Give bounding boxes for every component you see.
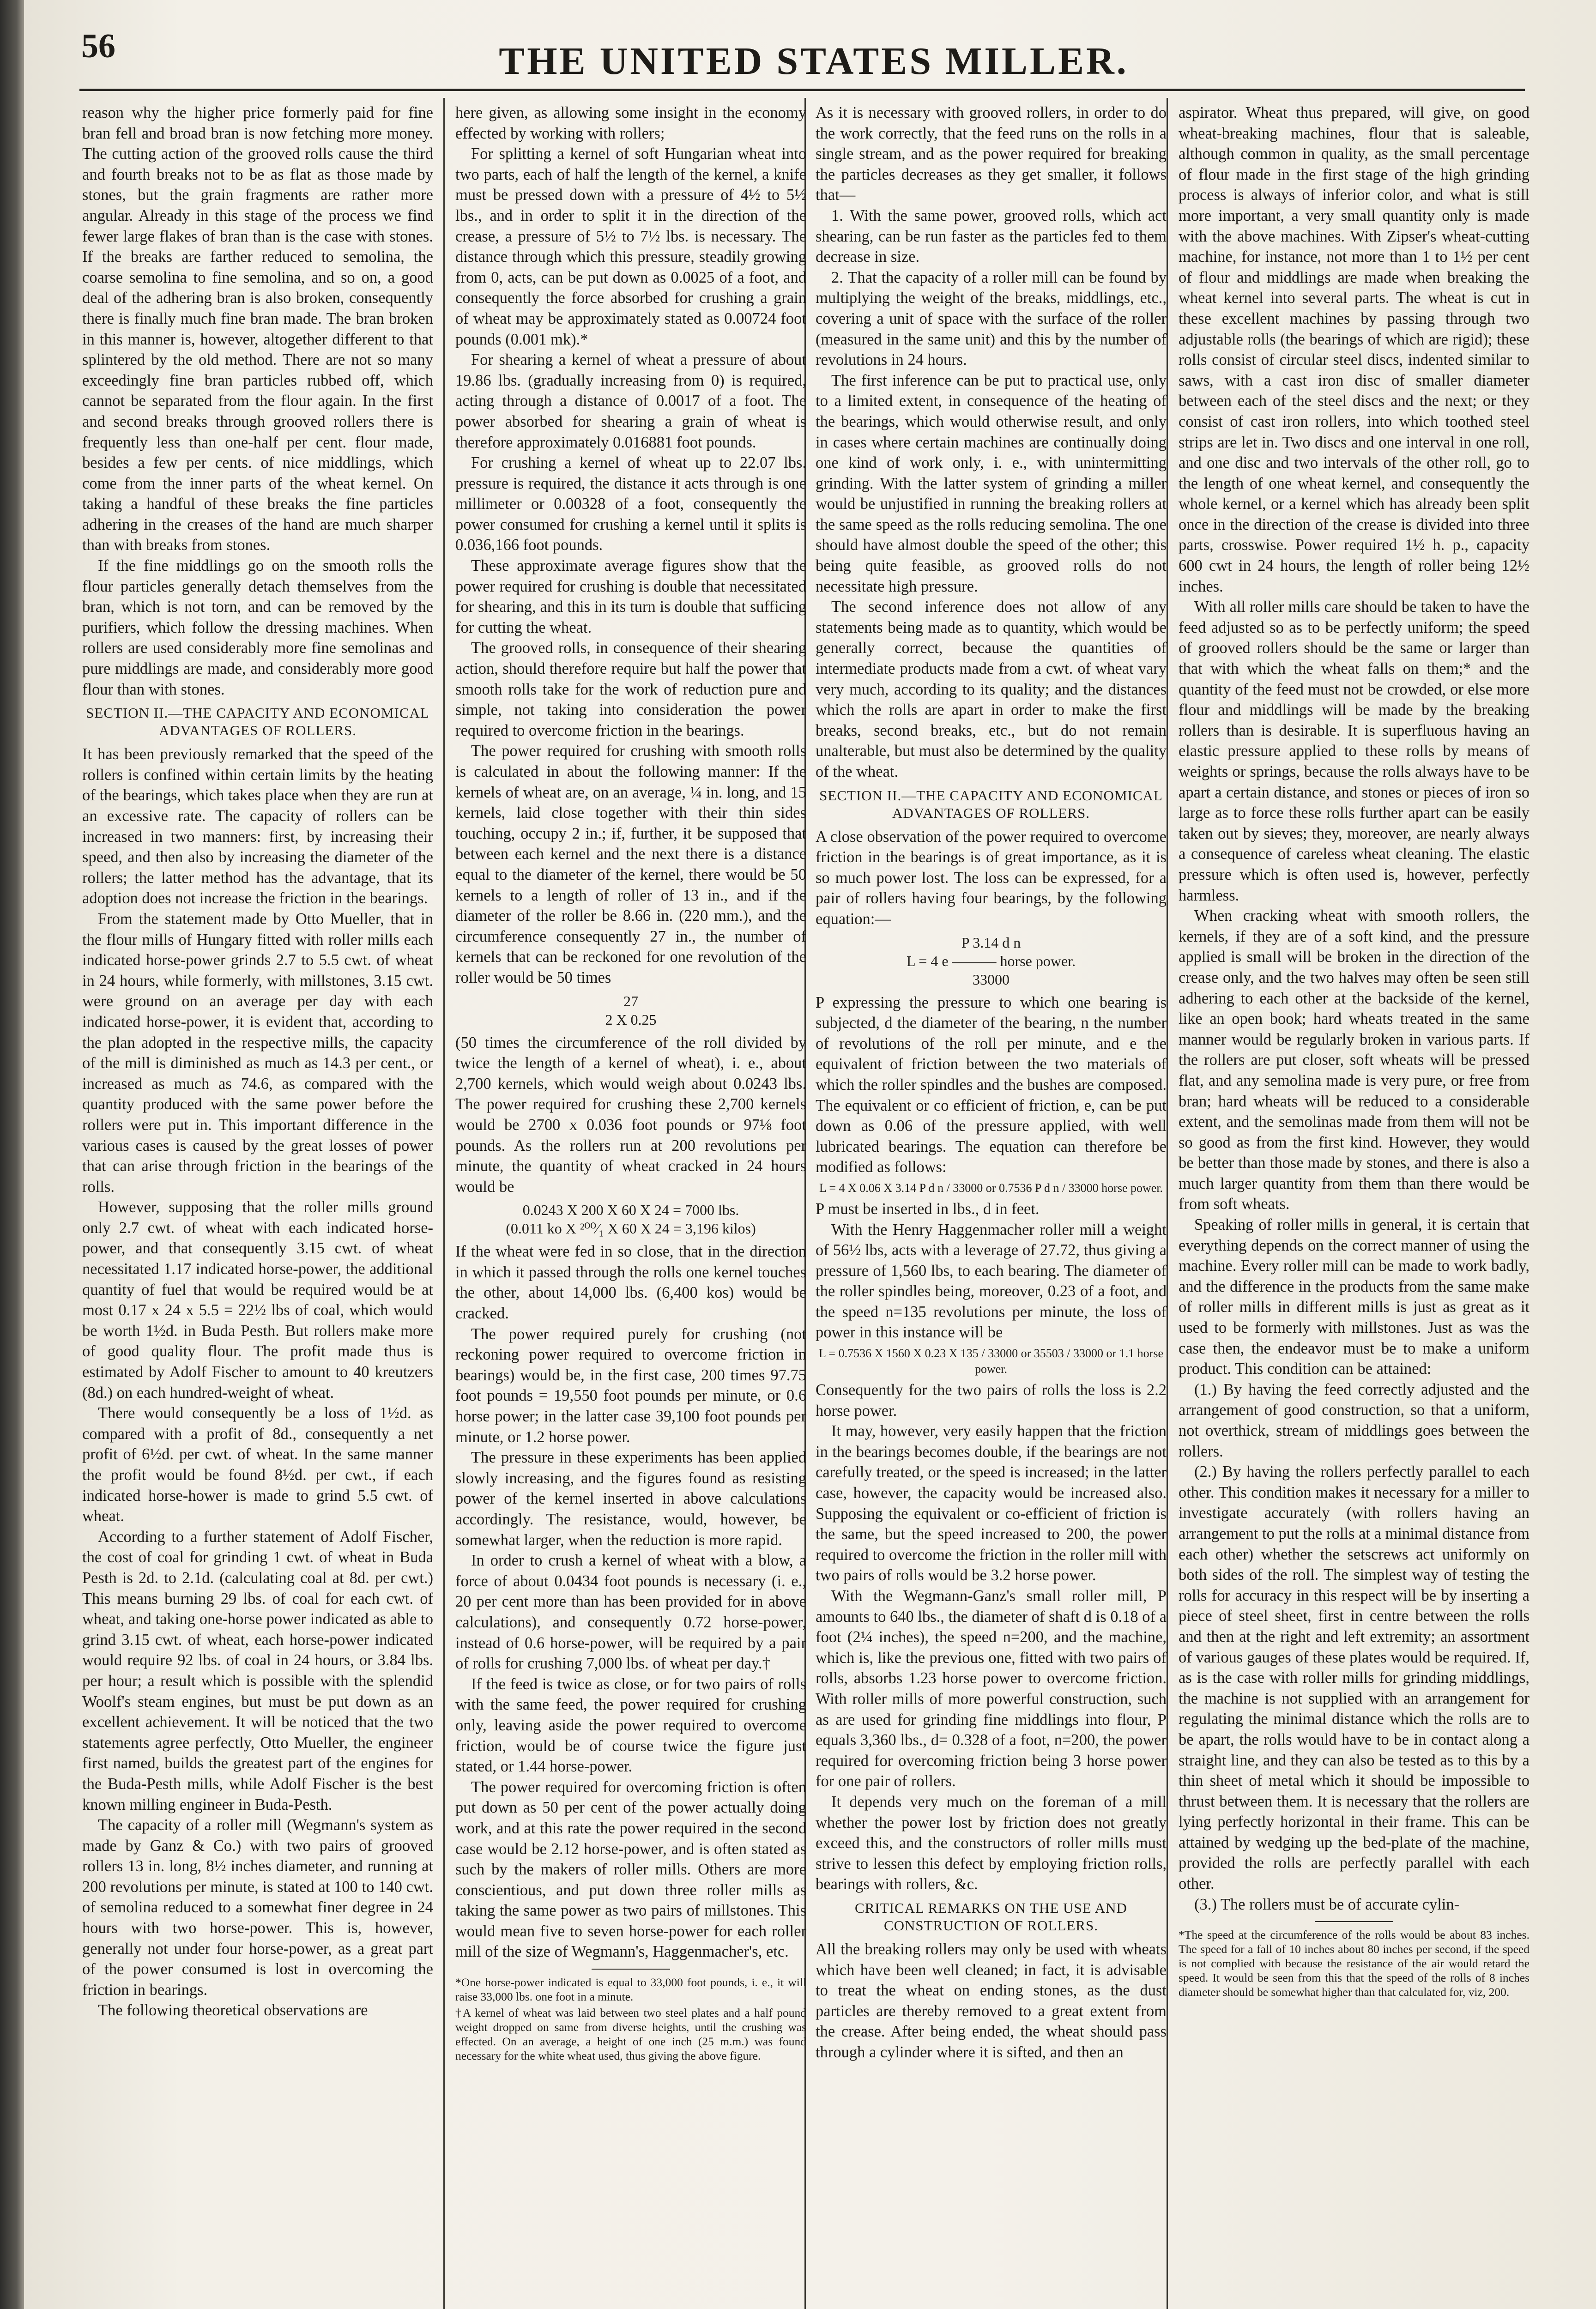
paragraph: A close observation of the power required to overcome friction in the bearings is of great importance, as it is so much power lost. The loss can be expressed, for a pair of rollers having four bearings, by the following equation:— xyxy=(816,828,1167,928)
paragraph: It depends very much on the foreman of a mill whether the power lost by friction does not greatly exceed this, and the constructors of roller mills must strive to lessen this defect by employing friction rolls, bearings with rollers, &c. xyxy=(816,1793,1167,1893)
paragraph: The grooved rolls, in consequence of their shearing action, should therefore require but half the power that smooth rolls take for the work of reduction pure and simple, not taking into consideration the power required to overcome friction in the bearings. xyxy=(455,639,806,739)
paragraph: If the feed is twice as close, or for two pairs of rolls with the same feed, the power required for crushing only, leaving aside the power required to overcome friction, would be of course twice the figure just stated, or 1.44 horse-power. xyxy=(455,1675,806,1776)
paragraph: The power required purely for crushing (not reckoning power required to overcome friction in bearings) would be, in the first case, 200 times 97.75 foot pounds = 19,550 foot pounds per minute, or 0.6 horse power; in the latter case 39,100 foot pounds per minute, or 1.2 horse power. xyxy=(455,1325,806,1446)
paragraph: It may, however, very easily happen that the friction in the bearings becomes double, if the bearings are not carefully treated, or the speed is increased; in the latter case, however, the capacity would be increased also. Supposing the equivalent or co-efficient of friction is the same, but the speed increased to 200, the power required to overcome the friction in the roller mill with two pairs of rolls would be 3.2 horse power. xyxy=(816,1422,1167,1584)
column-1 xyxy=(82,103,433,2309)
column-4 xyxy=(1179,103,1530,2309)
paragraph: These approximate average figures show that the power required for crushing is double that necessitated for shearing, and this in its turn is double that sufficing for cutting the wheat. xyxy=(455,557,806,636)
paragraph: All the breaking rollers may only be used with wheats which have been well cleaned; in fact, it is advisable to treat the wheat on ending stones, as the dust particles are thereby removed to a great extent from the crease. After being ended, the wheat should pass through a cylinder where it is sifted, and then an xyxy=(816,1940,1167,2061)
formula: P 3.14 d n L = 4 e ——— horse power. 33000 xyxy=(906,934,1076,988)
paragraph: With all roller mills care should be taken to have the feed adjusted so as to be perfectly uniform; the speed of grooved rollers should be the same or larger than that with which the wheat falls on them;* and the quantity of the feed must not be crowded, or else more flour and middlings will be made by the breaking rollers than is desirable. It is superfluous having an elastic pressure applied to these rolls by means of weights or springs, because the rolls always have to be apart a certain distance, and stones or pieces of iron so large as to force these rolls further apart can be easily taken out by sieves; they, moreover, are nearly always a consequence of careless wheat cleaning. The elastic pressure which is often used is, however, perfectly harmless. xyxy=(1179,598,1530,904)
paragraph: From the statement made by Otto Mueller, that in the flour mills of Hungary fitted with roller mills each indicated horse-power grinds 2.7 to 5.5 cwt. of wheat in 24 hours, while formerly, with millstones, 3.15 cwt. were ground on an average per day with each indicated horse-power, it is evident that, according to the plan adopted in the respective mills, the capacity of the mill is diminished as much as 14.3 per cent., or increased as much as 74.6, as compared with the quantity produced with the same power before the rollers were put in. This important difference in the various cases is caused by the great losses of power that can arise through friction in the bearings of the rolls. xyxy=(82,910,433,1196)
column-3 xyxy=(816,103,1167,2309)
column-divider xyxy=(1167,98,1168,2309)
paragraph: However, supposing that the roller mills ground only 2.7 cwt. of wheat with each indicated horse-power, and that consequently 3.15 cwt. of wheat necessitated 1.17 indicated horse-power, the additional quantity of fuel that would be required would be at most 0.17 x 24 x 5.5 = 22½ lbs of coal, which would be worth 1½d. in Buda Pesth. But rollers make more of good quality flour. The profit made thus is estimated by Adolf Fischer to amount to 40 kreutzers (8d.) on each hundred-weight of wheat. xyxy=(82,1198,433,1402)
paragraph: here given, as allowing some insight in the economy effected by working with rollers; xyxy=(455,104,806,142)
section-heading: CRITICAL REMARKS ON THE USE AND CONSTRUCTION OF ROLLERS. xyxy=(855,1899,1127,1934)
formula: 0.0243 X 200 X 60 X 24 = 7000 lbs. (0.011 ko X ²⁰⁰⁄₁ X 60 X 24 = 3,196 kilos) xyxy=(506,1202,756,1237)
formula: L = 4 X 0.06 X 3.14 P d n / 33000 or 0.7536 P d n / 33000 horse power. xyxy=(819,1181,1163,1195)
footnote: *The speed at the circumference of the rolls would be about 83 inches. The speed for a fall of 10 inches about 80 inches per second, if the speed is not complied with because the resistance of the air would retard the speed. It would be seen from this that the speed of the rolls of 8 inches diameter should be somewhat higher than that calculated for, viz, 200. xyxy=(1179,1928,1530,1999)
paragraph: The capacity of a roller mill (Wegmann's system as made by Ganz & Co.) with two pairs of grooved rollers 13 in. long, 8½ inches diameter, and running at 200 revolutions per minute, is stated at 100 to 140 cwt. of semolina reduced to a somewhat finer degree in 24 hours with two horse-power. This is, however, generally not under four horse-power, as a great part of the power consumed is lost in overcoming the friction in bearings. xyxy=(82,1816,433,1999)
paragraph: reason why the higher price formerly paid for fine bran fell and broad bran is now fetching more money. The cutting action of the grooved rolls cause the third and fourth breaks not to be as flat as those made by stones, but the grain fragments are rather more angular. Already in this stage of the process we find fewer large flakes of bran than is the case with stones. If the breaks are farther reduced to semolina, the coarse semolina to fine semolina, and so on, a good deal of the adhering bran is also broken, consequently there is finally much fine bran made. The bran broken in this manner is, however, altogether different to that splintered by the old method. There are not so many exceedingly fine bran particles rubbed off, which cannot be separated from the flour again. In the first and second breaks through grooved rollers there is frequently less than one-half per cent. flour made, besides a few per cents. of nice middlings, which come from the inner parts of the wheat kernel. On taking a handful of these breaks the fine particles adhering in the creases of the hand are much sharper than with breaks from stones. xyxy=(82,104,433,554)
paragraph: P must be inserted in lbs., d in feet. xyxy=(816,1200,1040,1218)
paragraph: The following theoretical observations are xyxy=(98,2001,368,2019)
paragraph: With the Henry Haggenmacher roller mill a weight of 56½ lbs, acts with a leverage of 27.72, thus giving a pressure of 1,560 lbs, to each bearing. The diameter of the roller spindles being, moreover, 0.23 of a foot, and the speed n=135 revolutions per minute, the loss of power in this instance will be xyxy=(816,1221,1167,1342)
footnote: *One horse-power indicated is equal to 33,000 foot pounds, i. e., it will raise 33,000 lbs. one foot in a minute. xyxy=(455,1976,806,2004)
newspaper-page xyxy=(24,0,1596,2309)
paragraph: For shearing a kernel of wheat a pressure of about 19.86 lbs. (gradually increasing from 0) is required, acting through a distance of 0.0017 of a foot. The power absorbed for shearing a grain of wheat is therefore approximately 0.016881 foot pounds. xyxy=(455,351,806,451)
paragraph: P expressing the pressure to which one bearing is subjected, d the diameter of the bearing, n the number of revolutions of the roll per minute, and e the equivalent of friction between the two materials of which the roller spindles and the bushes are composed. The equivalent or co efficient of friction, e, can be put down as 0.06 of the pressure applied, with well lubricated bearings. The equation can therefore be modified as follows: xyxy=(816,993,1167,1176)
column-divider xyxy=(443,98,445,2309)
formula: L = 0.7536 X 1560 X 0.23 X 135 / 33000 or 35503 / 33000 or 1.1 horse power. xyxy=(819,1347,1163,1376)
paragraph: (1.) By having the feed correctly adjusted and the arrangement of good construction, so that a uniform, not overthick, stream of middlings goes between the rollers. xyxy=(1179,1380,1530,1460)
paragraph: It has been previously remarked that the speed of the rollers is confined within certain limits by the heating of the bearings, which takes place when they are run at an excessive rate. The capacity of rollers can be increased in two manners: first, by increasing their speed, and then also by increasing the diameter of the rollers; the latter method has the advantage, that its adoption does not increase the friction in the bearings. xyxy=(82,745,433,907)
formula: 27 2 X 0.25 xyxy=(605,992,657,1028)
paragraph: The pressure in these experiments has been applied slowly increasing, and the figures found as resisting power of the kernel inserted in above calculations accordingly. The resistance, would, however, be somewhat larger, when the reduction is more rapid. xyxy=(455,1449,806,1549)
paragraph: Consequently for the two pairs of rolls the loss is 2.2 horse power. xyxy=(816,1381,1167,1420)
paragraph: As it is necessary with grooved rollers, in order to do the work correctly, that the feed runs on the rolls in a single stream, and as the power required for breaking the particles decreases as they get smaller, it follows that— xyxy=(816,104,1167,204)
paragraph: (50 times the circumference of the roll divided by twice the length of a kernel of wheat), i. e., about 2,700 kernels, which would weigh about 0.0243 lbs. The power required for crushing these 2,700 kernels would be 2700 x 0.036 foot pounds or 97⅛ foot pounds. As the rollers run at 200 revolutions per minute, the quantity of wheat cracked in 24 hours would be xyxy=(455,1034,806,1196)
paragraph: In order to crush a kernel of wheat with a blow, a force of about 0.0434 foot pounds is necessary (i. e., 20 per cent more than has been provided for in above calculations), and consequently 0.72 horse-power, instead of 0.6 horse-power, will be required by a pair of rolls for crushing 7,000 lbs. of wheat per day.† xyxy=(455,1552,806,1673)
paragraph: For splitting a kernel of soft Hungarian wheat into two parts, each of half the length of the kernel, a knife must be pressed down with a pressure of 4½ to 5½ lbs., and in order to split it in the direction of the crease, a pressure of 5½ to 7½ lbs. is necessary. The distance through which this pressure, steadily growing from 0, acts, can be put down as 0.0025 of a foot, and consequently the force absorbed for crushing a grain of wheat may be approximately stated as 0.00724 foot pounds (0.001 mk).* xyxy=(455,145,806,348)
paragraph: 1. With the same power, grooved rolls, which act shearing, can be run faster as the particles fed to them decrease in size. xyxy=(816,206,1167,266)
paragraph: If the fine middlings go on the smooth rolls the flour particles generally detach themselves from the bran, which is not torn, and can be removed by the purifiers, which follow the dressing machines. When rollers are used considerably more fine semolinas and pure middlings are made, and considerably more good flour than with stones. xyxy=(82,557,433,698)
paragraph: The second inference does not allow of any statements being made as to quantity, which would be generally correct, because the quantities of intermediate products made from a cwt. of wheat vary very much, according to its quality; and the distances which the rolls are apart in order to make the first breaks, second breaks, etc., but do not remain unalterable, but must also be determined by the quality of the wheat. xyxy=(816,598,1167,780)
paragraph: For crushing a kernel of wheat up to 22.07 lbs. pressure is required, the distance it acts through is one millimeter or 0.00328 of a foot, consequently the power consumed for crushing a kernel until it splits is 0.036,166 foot pounds. xyxy=(455,454,806,554)
paragraph: aspirator. Wheat thus prepared, will give, on good wheat-breaking machines, flour that is saleable, although common in quality, as the small percentage of flour made in the first stage of the high grinding process is always of inferior color, and what is still more important, a very small quantity only is made with the above machines. With Zipser's wheat-cutting machine, for instance, not more than 1 to 1½ per cent of flour and middlings are made when breaking the wheat kernel into several parts. The wheat is cut in these excellent machines by passing through two adjustable rolls (the bearings of which are rigid); these rolls consist of circular steel discs, indented similar to saws, with a cast iron disc of smaller diameter between each of the steel discs and the next; or they consist of cast iron rollers, into which toothed steel strips are let in. Two discs and one interval in one roll, and one disc and two intervals of the other roll, go to the length of one wheat kernel, and consequently the whole kernel, or a kernel which has already been split once in the direction of the crease is divided into three parts, crosswise. Power required 1½ h. p., capacity 600 cwt in 24 hours, the length of roller being 12½ inches. xyxy=(1179,104,1530,595)
column-2 xyxy=(455,103,806,2309)
paragraph: (2.) By having the rollers perfectly parallel to each other. This condition makes it necessary for a miller to investigate accurately (with rollers having an arrangement to put the rolls at a minimal distance from each other) whether the setscrews act uniformly on both sides of the roll. The simplest way of testing the rolls for accuracy in this respect will be by inserting a piece of steel sheet, first in centre between the rolls and then at the right and left extremity; an assortment of various gauges of these plates would be required. If, as is the case with roller mills for grinding middlings, the machine is not supplied with an arrangement for regulating the minimal distance which the rolls are to be apart, the rolls would have to be in contact along a straight line, and they can also be tested as to this by a thin sheet of metal which it should be impossible to thrust between them. It is necessary that the rollers are lying perfectly horizontal in their frame. This can be attained by wedging up the bed-plate of the machine, provided the rolls are perfectly parallel with each other. xyxy=(1179,1463,1530,1893)
paragraph: With the Wegmann-Ganz's small roller mill, P amounts to 640 lbs., the diameter of shaft d is 0.18 of a foot (2¼ inches), the speed n=200, and the machine, which is, like the previous one, fitted with two pairs of rolls, absorbs 1.23 horse power to overcome friction. With roller mills of more powerful construction, such as are used for grinding fine middlings into flour, P equals 3,360 lbs., d= 0.328 of a foot, n=200, the power required for overcoming friction being 3 horse power for one pair of rollers. xyxy=(816,1587,1167,1790)
paragraph: 2. That the capacity of a roller mill can be found by multiplying the weight of the breaks, middlings, etc., covering a unit of space with the surface of the roller (measured in the same unit) and this by the number of revolutions in 24 hours. xyxy=(816,268,1167,369)
masthead-title: THE UNITED STATES MILLER. xyxy=(499,40,1129,83)
page-number: 56 xyxy=(81,27,115,65)
paragraph: (3.) The rollers must be of accurate cylin- xyxy=(1194,1895,1460,1913)
binding-edge xyxy=(0,0,24,2309)
header-rule xyxy=(79,89,1525,91)
paragraph: According to a further statement of Adolf Fischer, the cost of coal for grinding 1 cwt. of wheat in Buda Pesth is 2d. to 2.1d. (calculating coal at 8d. per cwt.) This means burning 29 lbs. of coal for each cwt. of wheat, and taking one-horse power indicated as able to grind 3.15 cwt. of wheat, each horse-power indicated would require 92 lbs. of coal in 24 hours, or 3.84 lbs. per hour; a result which is possible with the splendid Woolf's steam engines, but must be put down as an excellent achievement. It will be noticed that the two statements agree perfectly, Otto Mueller, the engineer first named, builds the greatest part of the engines for the Buda-Pesth mills, while Adolf Fischer is the best known milling engineer in Buda-Pesth. xyxy=(82,1528,433,1813)
paragraph: If the wheat were fed in so close, that in the direction in which it passed through the rolls one kernel touches the other, about 14,000 lbs. (6,400 kos) would be cracked. xyxy=(455,1243,806,1323)
paragraph: There would consequently be a loss of 1½d. as compared with a profit of 8d., consequently a net profit of 6½d. per cwt. of wheat. In the same manner the profit would be found 8½d. per cwt., if each indicated horse-hower is made to grind 5.5 cwt. of wheat. xyxy=(82,1404,433,1525)
paragraph: When cracking wheat with smooth rollers, the kernels, if they are of a soft kind, and the pressure applied is small will be broken in the direction of the crease only, and the two halves may often be seen still adhering to each other at the backside of the kernel, like an open book; hard wheats treated in the same manner would be regularly broken in various parts. If the rollers are put closer, soft wheats will be pressed flat, and any semolina made is very pure, or free from bran; hard wheats will be reduced to a considerable extent, and the semolinas made from them will not be so good as from the first kind. However, they would be better than those made by stones, and there is also a much larger quantity from them than there would be from soft wheats. xyxy=(1179,907,1530,1213)
paragraph: The first inference can be put to practical use, only to a limited extent, in consequence of the heating of the bearings, which would otherwise result, and only in cases where certain machines are continually doing one kind of work only, i. e., with unintermitting grinding. With the latter system of grinding a miller would be unjustified in running the breaking rollers at the same speed as the rolls reducing semolina. The one should have almost double the speed of the other; this being quite feasible, as grooved rolls do not necessitate high pressure. xyxy=(816,371,1167,595)
section-heading: SECTION II.—THE CAPACITY AND ECONOMICAL ADVANTAGES OF ROLLERS. xyxy=(86,705,429,739)
section-heading: SECTION II.—THE CAPACITY AND ECONOMICAL ADVANTAGES OF ROLLERS. xyxy=(819,787,1163,821)
footnote-rule xyxy=(592,1969,670,1970)
footnote-rule xyxy=(1315,1921,1393,1922)
paragraph: The power required for overcoming friction is often put down as 50 per cent of the power actually doing work, and at this rate the power required in the second case would be 2.12 horse-power, and is often stated as such by the makers of roller mills. Others are more conscientious, and put down three roller mills as taking the same power as two pairs of millstones. This would mean five to seven horse-power for each roller mill of the size of Wegmann's, Haggenmacher's, etc. xyxy=(455,1778,806,1961)
footnote: †A kernel of wheat was laid between two steel plates and a half pound weight dropped on same from diverse heights, until the crushing was effected. On an average, a height of one inch (25 m.m.) was found necessary for the white wheat used, thus giving the above figure. xyxy=(455,2006,806,2063)
paragraph: Speaking of roller mills in general, it is certain that everything depends on the correct manner of using the machine. Every roller mill can be made to work badly, and the difference in the products from the same make of roller mills in different mills is just as great as it used to be formerly with millstones. Just as was the case then, the endeavor must be to make a uniform product. This condition can be attained: xyxy=(1179,1216,1530,1378)
paragraph: The power required for crushing with smooth rolls is calculated in about the following manner: If the kernels of wheat are, on an average, ¼ in. long, and 15 kernels, laid close together with their thin sides touching, occupy 2 in.; if, further, it be supposed that between each kernel and the next there is a distance equal to the diameter of the kernel, there would be 50 kernels to a length of roller of 13 in., and if the diameter of the roller be 8.66 in. (220 mm.), and the circumference consequently 27 in., the number of kernels that can be reckoned for one revolution of the roller would be 50 times xyxy=(455,742,806,986)
